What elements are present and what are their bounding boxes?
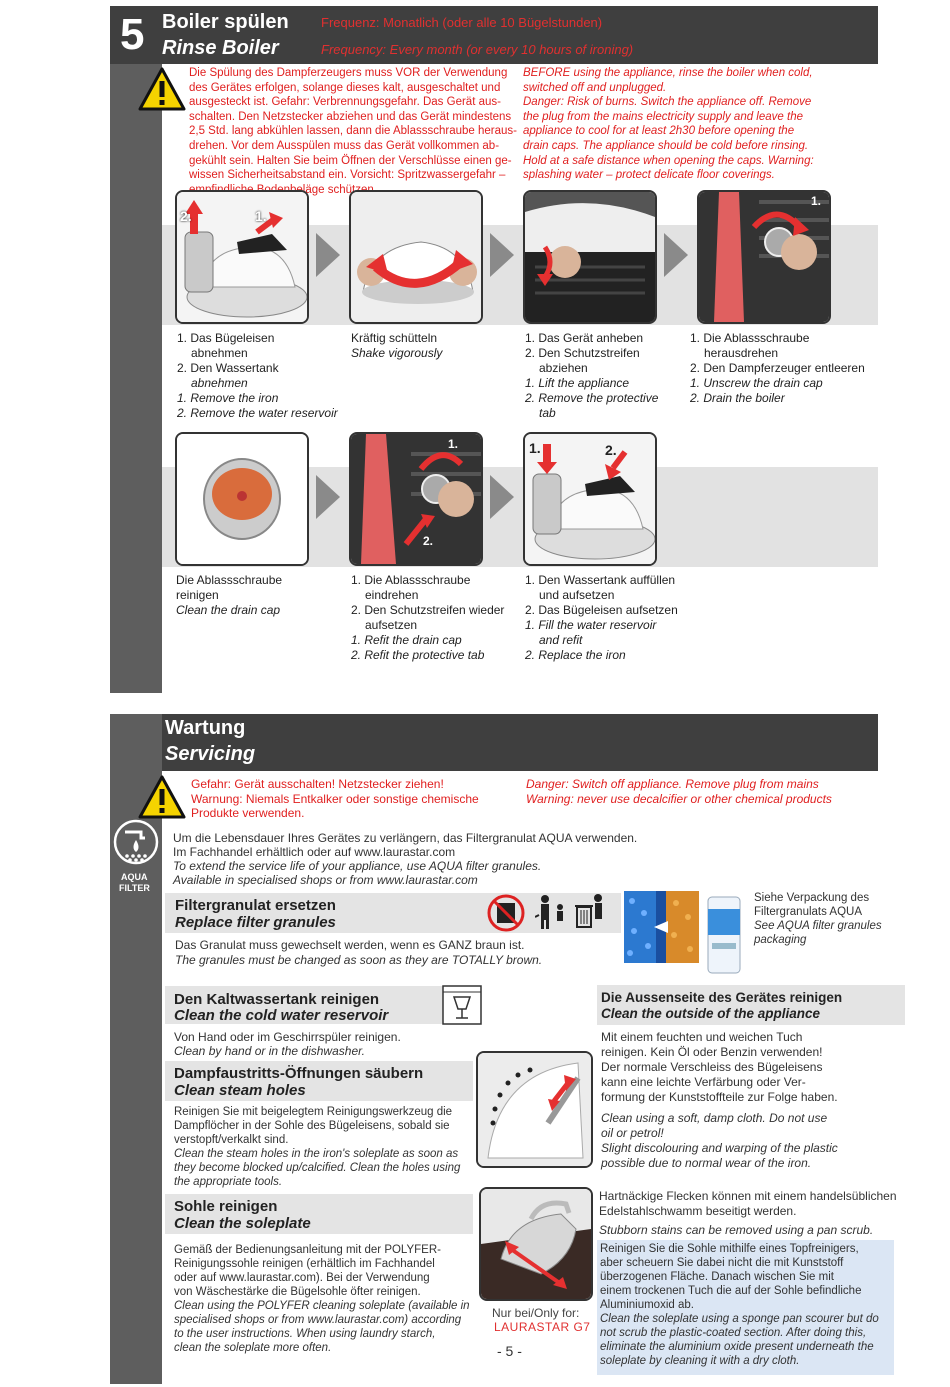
caption-line: 2. Drain the boiler [690, 391, 785, 405]
pack-line: Siehe Verpackung des [754, 892, 870, 904]
outside-line: kann eine leichte Verfärbung oder Ver- [601, 1075, 806, 1089]
steam-title-en: Clean steam holes [174, 1082, 306, 1099]
caption-line: 1. Das Gerät anheben [525, 331, 644, 345]
step-arrow-icon [490, 475, 514, 519]
sole-line: specialised shops or from www.laurastar.com) according [174, 1314, 462, 1326]
iron-on-scrub-illustration [481, 1189, 591, 1299]
sole-line: Gemäß der Bedienungsanleitung mit der POLYFER- [174, 1244, 441, 1256]
step-arrow-icon [490, 233, 514, 277]
waste-bin-icon [574, 893, 608, 933]
filter-text-en: The granules must be changed as soon as they are TOTALLY brown. [175, 953, 543, 967]
aqua-label: FILTER [119, 883, 150, 893]
outside-line: Der normale Verschleiss des Bügeleisens [601, 1060, 823, 1074]
step-label: 1. [255, 208, 267, 224]
caption-line: aufsetzen [365, 618, 418, 632]
steam-line: Dampflöcher in der Sohle des Bügeleisens, sobald sie [174, 1120, 450, 1132]
warning-de-line: 2,5 Std. lang abkühlen lassen, dann die Ablassschraube heraus- [189, 125, 517, 138]
intro-line: To extend the service life of your appliance, use AQUA filter granules. [173, 859, 542, 873]
intro-line: Available in specialised shops or from www.laurastar.com [173, 873, 478, 887]
caption-line: 2. Das Bügeleisen aufsetzen [525, 603, 678, 617]
caption-line: Shake vigorously [351, 346, 443, 360]
step-photo-shake [349, 190, 483, 324]
warning-de-line: Die Spülung des Dampferzeugers muss VOR der Verwendung [189, 67, 508, 79]
outside-line: Clean using a soft, damp cloth. Do not use [601, 1111, 828, 1125]
warning-icon [137, 774, 187, 820]
outside-title-en: Clean the outside of the appliance [601, 1006, 821, 1021]
caption-line: 1. Unscrew the drain cap [690, 376, 823, 390]
outside-text [601, 1030, 901, 1171]
warning-de-line: des Gerätes erfolgen, solange dieses kalt, ausgeschaltet und [189, 81, 501, 94]
step-arrow-icon [316, 233, 340, 277]
warning-en-line: switched off and unplugged. [523, 81, 667, 94]
filter-title-en: Replace filter granules [175, 914, 336, 931]
warning-de-line: drehen. Vor dem Ausspülen muss das Gerät vollkommen ab- [189, 139, 500, 152]
caption-step-3 [525, 331, 690, 421]
iron-station-illustration [177, 192, 307, 322]
outside-line: possible due to normal wear of the iron. [601, 1156, 812, 1170]
warning-de-line: schalten. Den Netzstecker abziehen und das Gerät mindestens [189, 110, 512, 123]
stains-line: Stubborn stains can be removed using a pan scrub. [599, 1223, 874, 1237]
step-photo-replace-iron [523, 432, 657, 566]
blue-line: soleplate by cleaning it with a dry cloth. [600, 1355, 800, 1367]
section-number: 5 [120, 10, 145, 59]
step-label: 1. [448, 437, 459, 451]
blue-line: Aluminiumoxid ab. [600, 1299, 694, 1311]
aqua-filter-icon [113, 818, 159, 868]
warning-en-line: Hold at a safe distance when opening the caps. Warning: [523, 154, 814, 167]
caption-line: und aufsetzen [539, 588, 615, 602]
warning-en-line: drain caps. The appliance should be cold before rinsing. [523, 139, 809, 152]
granules-image [624, 891, 699, 963]
tank-title-en: Clean the cold water reservoir [174, 1007, 389, 1024]
caption-line: 1. Refit the drain cap [351, 633, 462, 647]
caption-line: 2. Den Dampferzeuger entleeren [690, 361, 865, 375]
steam-line: Clean the steam holes in the iron's soleplate as soon as [174, 1148, 459, 1160]
replace-illustration [525, 434, 655, 564]
steam-holes-photo [476, 1051, 593, 1168]
caption-line: reinigen [176, 588, 219, 602]
caption-line: Kräftig schütteln [351, 331, 438, 345]
child-safety-icon [535, 893, 569, 933]
intro-line: Um die Lebensdauer Ihres Gerätes zu verlängern, das Filtergranulat AQUA verwenden. [173, 831, 638, 845]
blue-line: aber scheuern Sie dabei nicht die mit Kunststoff [600, 1257, 844, 1269]
caption-step-2 [351, 331, 521, 361]
caption-line: herausdrehen [704, 346, 779, 360]
outside-title-de: Die Aussenseite des Gerätes reinigen [601, 990, 843, 1005]
tank-text-en: Clean by hand or in the dishwasher. [174, 1044, 366, 1058]
blue-line: not scrub the plastic-coated section. After doing this, [600, 1327, 867, 1339]
tank-text-de: Von Hand oder im Geschirrspüler reinigen. [174, 1030, 401, 1044]
warning-en [523, 66, 873, 183]
warning-de [189, 66, 519, 197]
danger-de-line: Gefahr: Gerät ausschalten! Netzstecker ziehen! [191, 777, 444, 791]
caption-line: 2. Den Schutzstreifen wieder [351, 603, 505, 617]
step-photo-refit-cap [349, 432, 483, 566]
outside-header [597, 985, 905, 1025]
outside-line: Mit einem feuchten und weichen Tuch [601, 1030, 803, 1044]
caption-line: and refit [539, 633, 583, 647]
frequency-en: Frequency: Every month (or every 10 hours of ironing) [321, 42, 634, 57]
danger-de-line: Warnung: Niemals Entkalker oder sonstige chemische [191, 792, 479, 806]
warning-de-line: gekühlt sein. Halten Sie beim Öffnen der Verschlüsse einen ge- [189, 154, 512, 167]
sole-header [165, 1194, 473, 1234]
sole-line: to the user instructions. When using laundry starch, [174, 1328, 436, 1340]
danger-de-line: Produkte verwenden. [191, 806, 305, 820]
caption-line: 2. Den Schutzstreifen [525, 346, 640, 360]
outside-line: Slight discolouring and warping of the plastic [601, 1141, 838, 1155]
warning-en-line: the plug from the mains electricity supply and leave the [523, 110, 803, 123]
frequency-de: Frequenz: Monatlich (oder alle 10 Bügelstunden) [321, 15, 603, 30]
step-arrow-icon [316, 475, 340, 519]
caption-line: abnehmen [191, 346, 248, 360]
caption-line: eindrehen [365, 588, 419, 602]
drain-cap-illustration [177, 434, 307, 564]
outside-line: formung der Kunststoffteile zur Folge haben. [601, 1090, 838, 1104]
caption-line: 2. Remove the protective [525, 391, 659, 405]
filter-title-de: Filtergranulat ersetzen [175, 897, 336, 914]
caption-line: Die Ablassschraube [176, 573, 283, 587]
caption-line: abziehen [539, 361, 588, 375]
bottom-header [162, 714, 878, 771]
sole-title-de: Sohle reinigen [174, 1198, 278, 1215]
sole-line: von Wäschestärke die Bügelsohle öfter reinigen. [174, 1286, 421, 1298]
caption-line: abnehmen [191, 376, 248, 390]
warning-icon [137, 66, 187, 112]
filter-text-de: Das Granulat muss gewechselt werden, wenn es GANZ braun ist. [175, 938, 525, 952]
unscrew-illustration [699, 192, 829, 322]
title-en: Rinse Boiler [162, 37, 279, 59]
caption-line: 1. Lift the appliance [525, 376, 630, 390]
caption-line: 1. Das Bügeleisen [177, 331, 275, 345]
caption-line: 1. Die Ablassschraube [351, 573, 471, 587]
tank-title-de: Den Kaltwassertank reinigen [174, 991, 380, 1008]
sole-line: Clean using the POLYFER cleaning soleplate (available in [174, 1300, 470, 1312]
caption-line: 2. Den Wassertank [177, 361, 279, 375]
step-label: 2. [605, 442, 617, 458]
top-header [110, 6, 878, 64]
warning-de-line: schützen. [327, 183, 377, 196]
caption-line: 1. Remove the iron [177, 391, 279, 405]
danger-en-line: Danger: Switch off appliance. Remove plug from mains [526, 777, 819, 791]
intro-line: Im Fachhandel erhältlich oder auf www.laurastar.com [173, 845, 456, 859]
model-label: LAURASTAR G7 [494, 1320, 591, 1334]
aqua-label: AQUA [121, 872, 148, 882]
soleplate-holes-illustration [478, 1053, 591, 1166]
step-photo-clean-cap [175, 432, 309, 566]
step-arrow-icon [664, 233, 688, 277]
caption-line: 1. Den Wassertank auffüllen [525, 573, 676, 587]
sole-text [174, 1243, 474, 1355]
page-number: - 5 - [497, 1343, 522, 1359]
caption-step-6 [351, 573, 521, 663]
sole-title-en: Clean the soleplate [174, 1215, 311, 1232]
caption-line: 2. Remove the water reservoir [177, 406, 338, 420]
steam-line: the appropriate tools. [174, 1176, 283, 1188]
sole-line: clean the soleplate more often. [174, 1342, 332, 1354]
caption-line: 2. Replace the iron [525, 648, 626, 662]
step-label: 1. [529, 440, 541, 456]
lift-illustration [525, 192, 655, 322]
title-de: Boiler spülen [162, 11, 289, 33]
warning-en-line: BEFORE using the appliance, rinse the boiler when cold, [523, 67, 813, 79]
caption-line: 1. Die Ablassschraube [690, 331, 810, 345]
refit-illustration [351, 434, 481, 564]
step-label: 2. [180, 208, 192, 224]
servicing-title-de: Wartung [165, 717, 246, 739]
stains-text [599, 1189, 899, 1238]
blue-line: Clean the soleplate using a sponge pan scourer but do [600, 1313, 879, 1325]
warning-de-line: wissen Sicherheitsabstand ein. Vorsicht: Spritzwassergefahr – [189, 169, 506, 182]
steam-title-de: Dampfaustritts-Öffnungen säubern [174, 1065, 424, 1082]
danger-en-line: Warning: never use decalcifier or other chemical products [526, 792, 832, 806]
pack-line: packaging [754, 934, 807, 946]
step-photo-unscrew [697, 190, 831, 324]
stains-line: Edelstahlschwamm beseitigt werden. [599, 1204, 797, 1218]
no-dishwasher-icon [485, 893, 527, 933]
soleplate-note-box [597, 1240, 894, 1375]
only-for-label: Nur bei/Only for: [492, 1306, 580, 1320]
servicing-title-en: Servicing [165, 743, 256, 765]
intro-text [173, 831, 637, 887]
steam-line: verstopft/verkalkt sind. [174, 1134, 289, 1146]
tank-header [165, 986, 444, 1024]
warning-en-line: splashing water – protect delicate floor coverings. [523, 169, 775, 182]
blue-line: einem trockenen Tuch die auf der Sohle befindliche [600, 1285, 862, 1297]
step-photo-remove-iron [175, 190, 309, 324]
caption-line: tab [539, 406, 556, 420]
shake-illustration [351, 192, 481, 322]
caption-step-1 [177, 331, 347, 421]
steam-line: they become blocked up/calcified. Clean the holes using [174, 1162, 461, 1174]
caption-line: 2. Refit the protective tab [351, 648, 485, 662]
caption-step-5 [176, 573, 346, 618]
step-photo-lift [523, 190, 657, 324]
outside-line: oil or petrol! [601, 1126, 664, 1140]
outside-line: reinigen. Kein Öl oder Benzin verwenden! [601, 1045, 823, 1059]
blue-line: eliminate the aluminium oxide present underneath the [600, 1341, 874, 1353]
steam-line: Reinigen Sie mit beigelegtem Reinigungswerkzeug die [174, 1106, 453, 1118]
soleplate-photo [479, 1187, 593, 1301]
aqua-package-image [704, 895, 744, 975]
stains-line: Hartnäckige Flecken können mit einem handelsüblichen [599, 1189, 897, 1203]
warning-en-line: Danger: Risk of burns. Switch the appliance off. Remove [523, 96, 812, 109]
caption-step-4 [690, 331, 878, 406]
caption-line: 1. Fill the water reservoir [525, 618, 657, 632]
warning-en-line: appliance to cool for at least 2h30 before opening the [523, 125, 795, 138]
blue-line: überzogenen Fläche. Danach wischen Sie mit [600, 1271, 834, 1283]
sole-line: oder auf www.laurastar.com). Bei der Verwendung [174, 1272, 430, 1284]
steam-header [165, 1061, 473, 1101]
blue-line: Reinigen Sie die Sohle mithilfe eines Topfreinigers, [600, 1243, 859, 1255]
step-label: 2. [423, 534, 434, 548]
pack-line: See AQUA filter granules [754, 920, 882, 932]
warning-de-line: ausgesteckt ist. Gefahr: Verbrennungsgefahr. Das Gerät aus- [189, 96, 501, 109]
pack-line: Filtergranulats AQUA [754, 906, 863, 918]
step-label: 1. [811, 194, 822, 208]
dishwasher-safe-icon [442, 985, 482, 1025]
caption-line: Clean the drain cap [176, 603, 281, 617]
caption-step-7 [525, 573, 705, 663]
steam-text [174, 1105, 474, 1189]
sole-line: Reinigungssohle reinigen (erhältlich im Fachhandel [174, 1258, 435, 1270]
pack-note [754, 891, 882, 947]
